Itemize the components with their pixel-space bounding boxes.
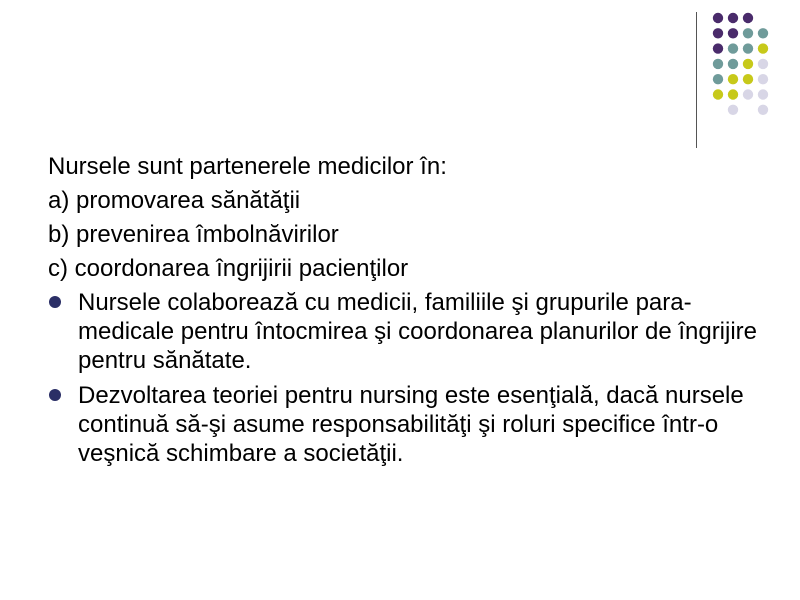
list-item-c: c) coordonarea îngrijirii pacienţilor [48,255,409,282]
decor-dot [758,105,768,115]
decor-dot [758,43,768,53]
decor-dot [758,89,768,99]
bullet-text: Dezvoltarea teoriei pentru nursing este esenţială, dacă nursele continuă să-şi asume responsabilităţi şi roluri specifice într-o veşnică schimbare a societăţii. [78,382,744,467]
decor-dot [743,13,753,23]
decor-dot [713,89,723,99]
decor-dot [728,89,738,99]
list-item-a: a) promovarea sănătăţii [48,187,301,214]
decor-dot [743,59,753,69]
decor-dot [713,74,723,84]
bullet-dot-icon [49,296,61,308]
bullet-dot-icon [49,389,61,401]
decor-dot [743,28,753,38]
decor-dot [758,28,768,38]
decor-dot [743,74,753,84]
decor-dot [728,28,738,38]
slide-content [48,150,768,474]
bullet-list [48,288,768,468]
bullet-item-collaboration [48,288,768,375]
decor-dot [728,105,738,115]
decor-dot [758,74,768,84]
decor-dot [728,13,738,23]
decorative-dot-grid [0,0,800,150]
bullet-item-theory [48,381,768,468]
decor-dot [713,59,723,69]
vertical-divider-line [696,12,697,148]
decor-dot [758,59,768,69]
decor-dot [728,59,738,69]
intro-line: Nursele sunt partenerele medicilor în: [48,153,447,180]
decor-dot [728,43,738,53]
list-item-b: b) prevenirea îmbolnăvirilor [48,221,339,248]
decor-dot [713,13,723,23]
decor-dot [713,28,723,38]
decor-dot [728,74,738,84]
decor-dot [713,43,723,53]
decor-dot [743,89,753,99]
decor-dot [743,43,753,53]
bullet-text: Nursele colaborează cu medicii, familiile şi grupurile para-medicale pentru întocmirea şi coordonarea planurilor de îngrijire pentru sănătate. [78,289,758,374]
